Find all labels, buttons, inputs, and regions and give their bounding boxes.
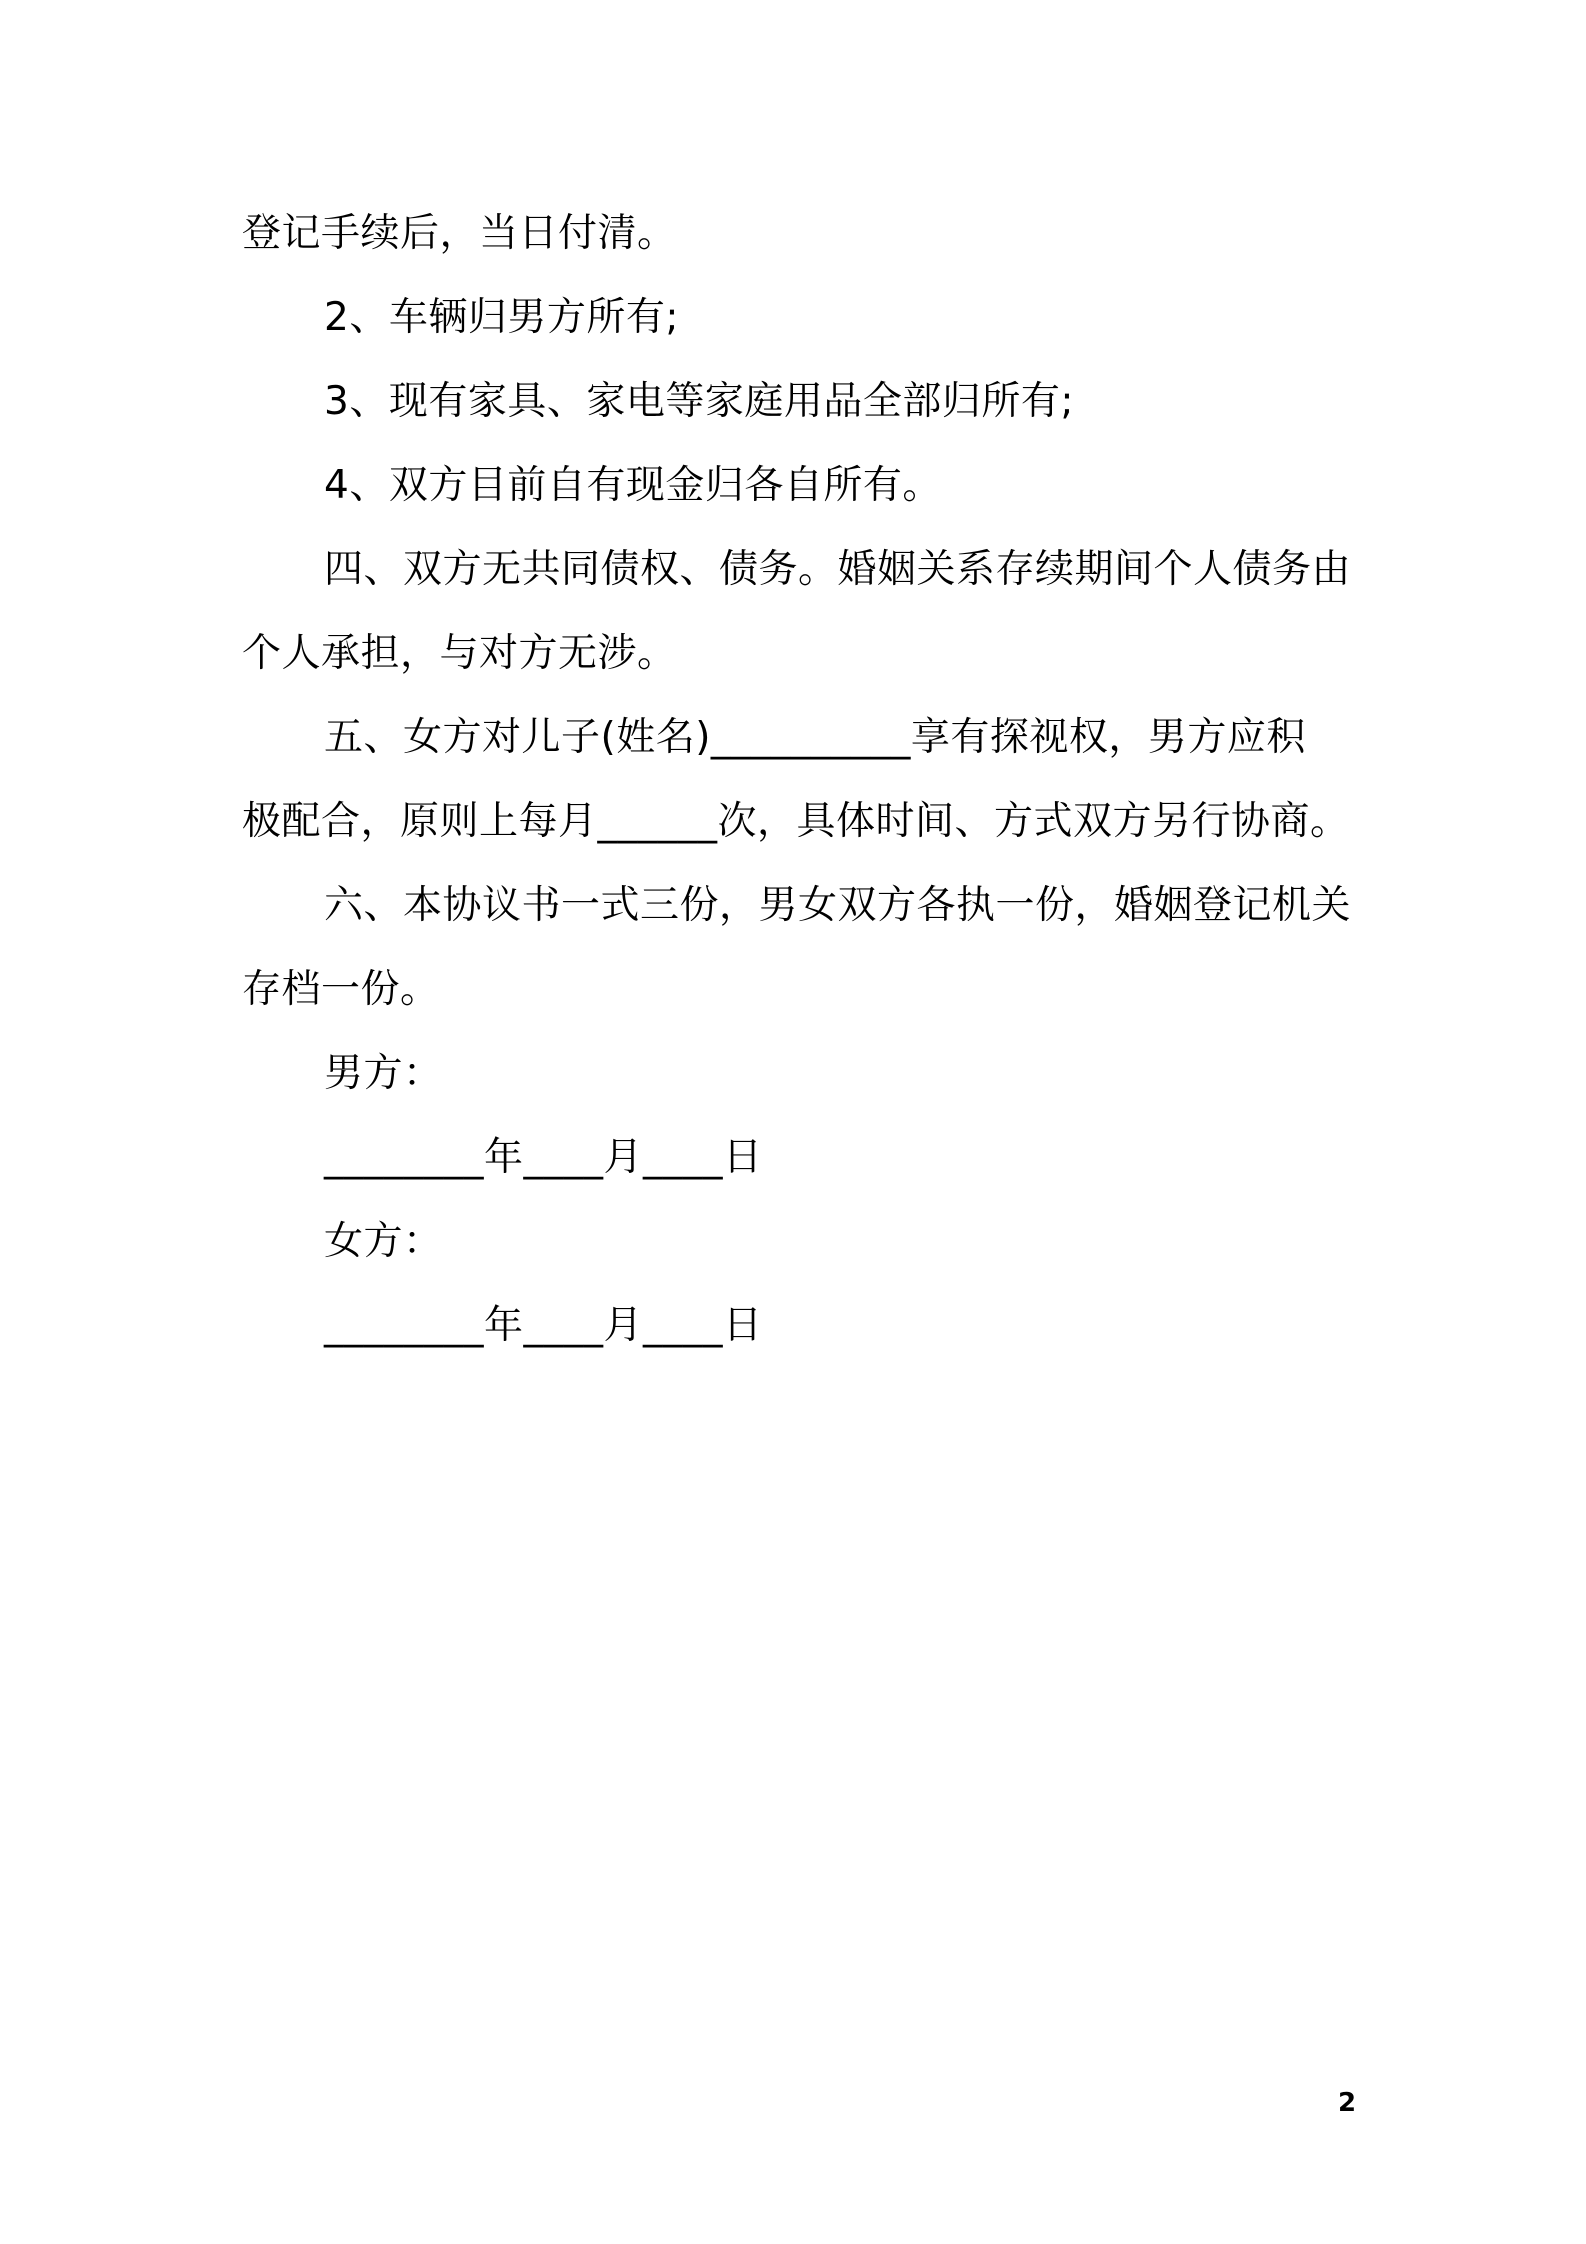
clause-four-line-1: 四、双方无共同债权、债务。婚姻关系存续期间个人债务由: [324, 547, 1352, 592]
clause-item-3: 3、现有家具、家电等家庭用品全部归所有;: [324, 379, 1074, 424]
female-party-label: 女方：: [324, 1219, 443, 1264]
clause-item-4: 4、双方目前自有现金归各自所有。: [324, 463, 942, 508]
text-line-continuation: 登记手续后，当日付清。: [242, 211, 677, 256]
page-number: 2: [1338, 2088, 1357, 2118]
clause-six-line-1: 六、本协议书一式三份，男女双方各执一份，婚姻登记机关: [324, 883, 1352, 928]
male-party-date: ________年____月____日: [324, 1135, 763, 1180]
clause-item-2: 2、车辆归男方所有;: [324, 295, 679, 340]
male-party-label: 男方：: [324, 1051, 443, 1096]
clause-six-line-2: 存档一份。: [242, 967, 440, 1012]
clause-five-line-2: 极配合，原则上每月______次，具体时间、方式双方另行协商。: [242, 799, 1350, 844]
clause-four-line-2: 个人承担，与对方无涉。: [242, 631, 677, 676]
female-party-date: ________年____月____日: [324, 1303, 763, 1348]
clause-five-line-1: 五、女方对儿子(姓名)__________享有探视权，男方应积: [324, 715, 1306, 760]
document-body: [242, 192, 1362, 1368]
